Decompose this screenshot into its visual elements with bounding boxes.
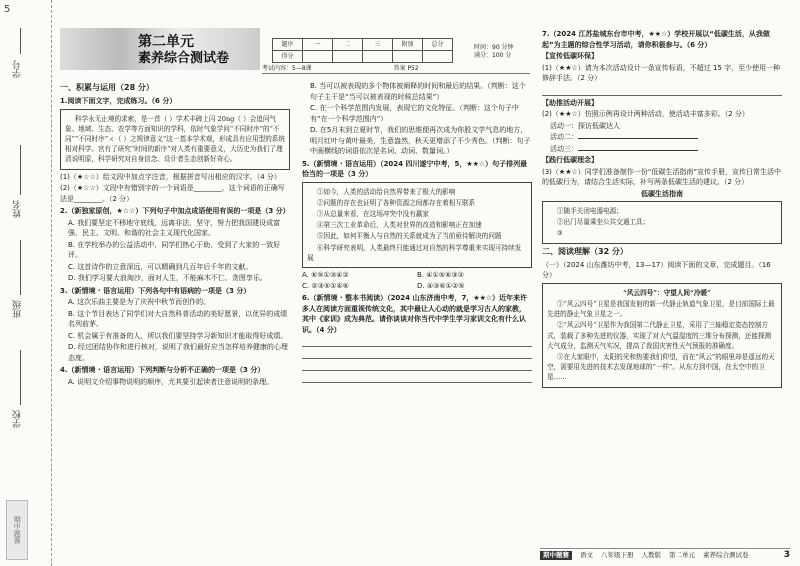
section-heading: 一、积累与运用（28 分） xyxy=(60,83,154,92)
guide-box xyxy=(542,201,782,244)
option: C. 机会属于有准备的人，所以我们要坚持学习新知识才能取得好成绩。 xyxy=(68,331,288,340)
score-cell: 题序 xyxy=(273,39,303,51)
activity-2[interactable] xyxy=(542,132,782,143)
grade: 八年级下册 xyxy=(601,550,634,559)
sentence: ⑤因此，如何平衡人与自然的关系就成为了当前亟待解决的问题 xyxy=(316,232,502,241)
option: D. 经过团结协作和进行核对，说明了我们最好应当怎样培养健康的心理态度。 xyxy=(68,343,288,362)
subheading: 【助推活动开展】 xyxy=(542,98,598,107)
score-input[interactable] xyxy=(363,51,393,63)
guide-title: 低碳生活指南 xyxy=(641,189,683,198)
sentence: ③从总量来看，在这场冲突中没有赢家 xyxy=(316,209,429,218)
question-3: 3.（新情境 · 语言运用）下列各句中有语病的一项是（3 分） xyxy=(60,286,251,295)
full-score-text: 满分：100 分 xyxy=(474,52,512,60)
question-6: 6.（新情境 · 整本书阅读）（2024 山东济南中考，7，★★☆）近年来许多人在阅读方面重视传统文化，其中最让人心动的就是学习古人的家教，其中《家训》成为典范。请你谈谈对你当代中学生学习家训文化有什么认识。（4 分） xyxy=(302,294,528,334)
reading-intro: （一）（2024 山东潍坊中考，13—17）阅读下面的文章，完成题目。（16 分） xyxy=(542,260,771,280)
sentence: ①如今，人类的活动给自然界带来了极大的影响 xyxy=(316,187,456,196)
scope-line xyxy=(262,64,530,74)
question-1b: (2)（★☆☆）文段中有错别字的一个词语是________，这个词语的正确写法是________。（2 分） xyxy=(60,184,285,203)
activity-3[interactable] xyxy=(542,144,782,155)
answer-line[interactable] xyxy=(302,337,532,347)
option: B. 在学校举办的公益活动中，同学们热心于助，受到了大家的一致好评。 xyxy=(68,240,281,260)
sentence-box xyxy=(302,182,532,269)
essay-box xyxy=(542,283,782,388)
option: B. 当可以被表现的多个物体被阐释的时间和最后的结果。（判断：这个句子主干是“当可以被表现的时候总结果”） xyxy=(310,82,526,101)
option: B. 这个节目表达了同学们对大自然科普活动的美好愿景，以优异的成绩名列前茅。 xyxy=(68,309,288,329)
options-row xyxy=(302,270,532,281)
score-cell: 一 xyxy=(303,39,333,51)
activity-1: 活动一：探访低碳达人 xyxy=(550,121,620,130)
option: A. 这次乐曲主要是为了庆祝中秋节而创作的。 xyxy=(68,298,211,307)
essay-paragraph: ③在大家眼中，太阳的光和热要我们仰望，而在“风云”的眼里却是遥远的天空，需要用先进的技术去发现地球的“一样”。从东方到中国，在太空中的卫星…… xyxy=(547,352,775,382)
answer-line[interactable] xyxy=(542,86,782,96)
guide-item: ①随手关闭电器电源； xyxy=(556,207,623,215)
score-cell: 三 xyxy=(363,39,393,51)
school-label: 学校 xyxy=(13,410,23,428)
option: D. 我们学习要大浪淘沙，面对人生，不能麻木不仁、贪图享乐。 xyxy=(68,274,267,283)
question-7c: (3)（★★☆）同学们准备制作一份“低碳生活指南”宣传手册，宣传日常生活中的低碳行为，请结合生活实际，补写两条低碳生活的建议。（2 分） xyxy=(542,167,781,186)
class-label: 班级 xyxy=(13,300,23,318)
test-name: 素养综合测试卷 xyxy=(703,550,749,559)
answer-line[interactable] xyxy=(302,349,532,359)
question-5: 5.（新情境 · 语言运用）（2024 四川遂宁中考，5，★★☆）句子排列最恰当的一项是（3 分） xyxy=(302,159,528,178)
question-7a: (1)（★★☆）请为本次活动设计一条宣传标语，不超过 15 字，至少使用一种修辞手法。（2 分） xyxy=(542,63,781,82)
essay-paragraph: ②“风云四号”卫星作为我国第二代静止卫星，采用了三轴稳定姿态控制方式，装载了多种先进的仪器，实现了对大气温湿度的三维分布探测，还能探测大气成分，监测天气实况，提高了我国灾害性天气预报的准确度。 xyxy=(547,321,772,350)
corner-mark: 5 xyxy=(4,4,11,15)
divider xyxy=(20,350,21,405)
unit: 第二单元 xyxy=(669,550,695,559)
question-1a: (1)（★☆☆）给文段中加点字注音，根据拼音写出相应的汉字。（4 分） xyxy=(60,172,281,181)
section-heading: 二、阅读理解（32 分） xyxy=(542,246,628,256)
blank[interactable] xyxy=(578,132,698,139)
essay-title: “风云四号”：守望人间“冷暖” xyxy=(623,288,711,297)
score-input[interactable] xyxy=(333,51,363,63)
column-1 xyxy=(60,80,290,388)
option: D. ④③⑥①②⑤ xyxy=(417,281,465,290)
publisher-logo: 期中题赛 xyxy=(6,500,28,560)
activity-label: 活动二： xyxy=(550,133,578,141)
option: A. ⑥⑤①③④② xyxy=(302,271,349,280)
question-4: 4.（新情境 · 语言运用）下列判断与分析不正确的一项是（3 分） xyxy=(60,366,265,375)
score-cell: 得分 xyxy=(273,51,303,63)
question-2: 2.（新独家原创，★☆☆）下列句子中加点成语使用有误的一项是（3 分） xyxy=(60,207,290,216)
title-banner xyxy=(60,28,260,70)
name-label: 姓名 xyxy=(13,200,23,218)
unit-title: 第二单元 xyxy=(138,34,194,50)
scope-text: 考试内容：5—8课 xyxy=(262,65,312,72)
option: A. 说明文介绍事物说明的顺序，尤其要引起读者注意说明的条理。 xyxy=(68,377,274,386)
box-text: 科学永无止境的求索，是一首（ ）学术丰碑上闪 20ng（ ）会追问气象、地域、生态、农学等方面知识的学科，依时气象学问“不同时序”的“不同”“不同时序”ㄨ（ ）之规律意义”这一基本学术观，形成具有应用型的系统相对科学。宫有了研究“时间的新序”对人类有重要意义，大历史为我们了理清说明原，科学研究对自身信念、设计者生态创新好奇心。 xyxy=(65,114,285,164)
question-1: 1.阅读下面文字，完成练习。（6 分） xyxy=(60,97,177,105)
essay-paragraph: ①“风云四号”卫星是我国发射的新一代静止轨道气象卫星，是目前国际上最先进的静止气象卫星之一。 xyxy=(547,299,775,319)
divider xyxy=(20,145,21,195)
question-7: 7.（2024 江苏盐城东台市中考，★★☆）学校开展以“低碳生活，从我做起”为主题的综合性学习活动，请你积极参与。（6 分） xyxy=(542,30,770,49)
test-title: 素养综合测试卷 xyxy=(138,51,230,66)
score-cell: 二 xyxy=(333,39,363,51)
divider xyxy=(20,240,21,295)
score-cell: 附加 xyxy=(393,39,423,51)
option: C. 这首诗作的立意深远，可以精确到几百年后千年的文献。 xyxy=(68,262,253,271)
sentence: ④第三次工业革命后，人类对世界的改造和影响正在加速 xyxy=(316,221,482,230)
score-input[interactable] xyxy=(303,51,333,63)
guide-item: ②出门尽量乘坐公共交通工具； xyxy=(556,218,650,227)
column-2 xyxy=(302,80,532,385)
binding-margin xyxy=(0,0,52,566)
option: D. 在5月末到立夏时节，我们的思维便再次成为你股文学气息的地方，明月红叶与黄叶最美，生意盎然，秋天更增添了不少秀色。（判断：句子中画横线的词语依次是名词、动词、数量词。） xyxy=(310,126,531,155)
page-footer xyxy=(540,548,790,562)
option: C. 在一个科学范围内发展，表现它的文化特征。（判断：这个句子中有“在一个科学范围内”） xyxy=(310,104,519,123)
score-input[interactable] xyxy=(393,51,423,63)
guide-item[interactable]: ③ xyxy=(556,229,563,238)
column-3 xyxy=(542,28,782,390)
divider xyxy=(20,28,21,54)
brand-logo: 期中题赛 xyxy=(540,551,572,561)
answer-ref: 答案 P52 xyxy=(393,65,419,72)
student-id-label: 学号 xyxy=(13,60,23,78)
page-number: 3 xyxy=(783,549,790,560)
answer-line[interactable] xyxy=(302,373,532,383)
option: A. 我们要坚定不移地守底线，远离非法，坚守，努力把我国建设成富强、民主、文明、和谐的社会主义现代化国家。 xyxy=(68,218,281,238)
score-input[interactable] xyxy=(423,51,453,63)
subheading: 【宣传低碳环保】 xyxy=(542,52,598,60)
answer-line[interactable] xyxy=(302,361,532,371)
question-7b: (2)（★★☆）仿照示例再设计两种活动，使活动丰富多彩。（2 分） xyxy=(542,110,749,118)
time-text: 时间：90 分钟 xyxy=(474,44,514,51)
subject: 语文 xyxy=(580,550,593,559)
edition: 人教版 xyxy=(641,550,661,559)
option: B. ④①⑤⑥③② xyxy=(417,271,464,280)
time-info xyxy=(474,44,514,61)
blank[interactable] xyxy=(578,144,698,151)
options-row xyxy=(302,281,532,292)
score-cell: 总分 xyxy=(423,39,453,51)
activity-label: 活动三： xyxy=(550,144,578,153)
reading-box xyxy=(60,109,290,170)
option: C. ②③⑤①④⑥ xyxy=(302,281,349,290)
subheading: 【践行低碳理念】 xyxy=(542,156,598,164)
sentence: ②问题的存在也证明了各种资源之间都存在着相互联系 xyxy=(316,198,476,207)
sentence: ⑥科学研究表明，人类最终只能通过对自然的科学尊重来实现可持续发展 xyxy=(307,243,522,262)
score-table xyxy=(272,38,453,63)
